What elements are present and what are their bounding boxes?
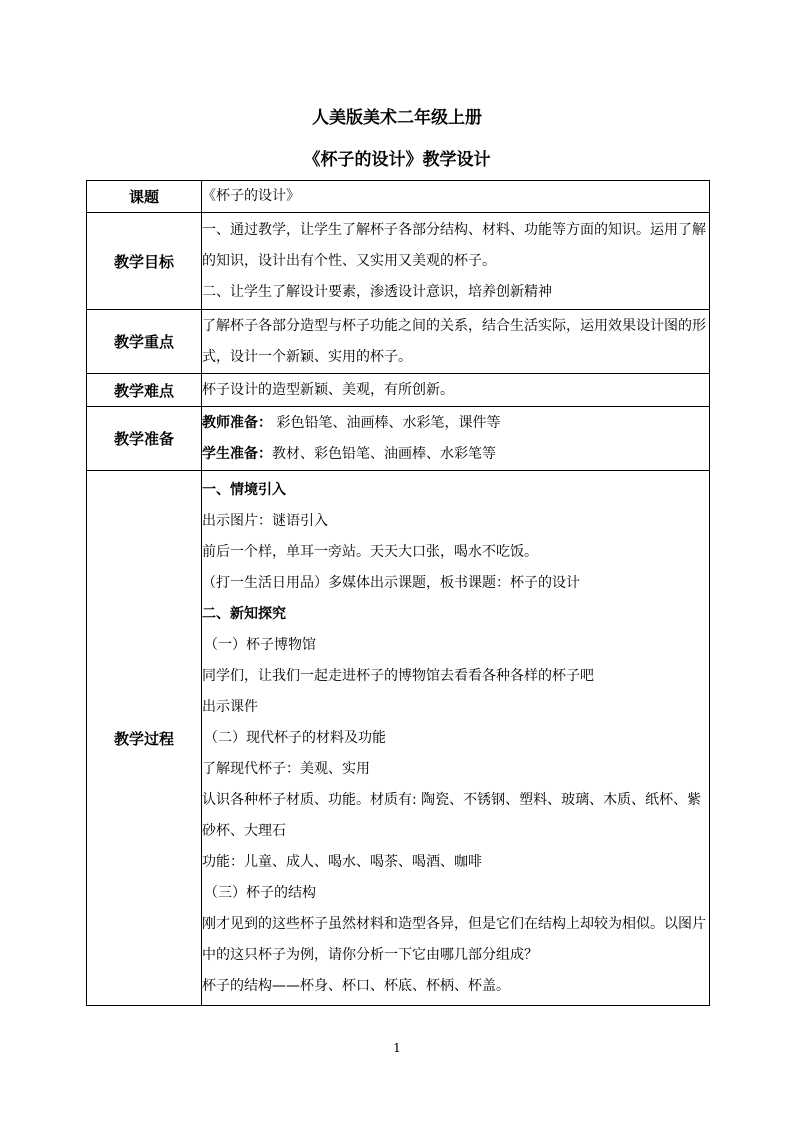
goals-line2: 二、让学生了解设计要素，渗透设计意识，培养创新精神 [202, 283, 552, 300]
process-line: 出示课件 [202, 698, 258, 715]
student-preparation-text: 教材、彩色铅笔、油画棒、水彩笔等 [272, 445, 496, 462]
preparation-label: 教学准备 [87, 407, 202, 471]
topic-text: 《杯子的设计》 [202, 188, 300, 204]
teacher-preparation-label: 教师准备： [202, 414, 272, 431]
process-line: （打一生活日用品）多媒体出示课题，板书课题：杯子的设计 [202, 574, 580, 591]
section1-heading: 一、情境引入 [202, 481, 286, 498]
process-content [202, 471, 710, 1006]
riddle-text: 前后一个样，单耳一旁站。天天大口张，喝水不吃饭。 [202, 543, 538, 560]
subsection1-heading: （一）杯子博物馆 [204, 636, 316, 653]
goals-label: 教学目标 [87, 213, 202, 310]
page-number: 1 [393, 1041, 401, 1055]
difficulties-label: 教学难点 [87, 374, 202, 407]
teacher-preparation-text: 彩色铅笔、油画棒、水彩笔，课件等 [272, 414, 501, 431]
process-line: 认识各种杯子材质、功能。材质有: 陶瓷、不锈钢、塑料、玻璃、木质、纸杯、紫砂杯、大理石 [202, 791, 702, 839]
preparation-content [202, 407, 710, 471]
difficulties-content [202, 374, 710, 407]
topic-value [202, 181, 710, 213]
process-line: 同学们，让我们一起走进杯子的博物馆去看看各种各样的杯子吧 [202, 667, 594, 684]
topic-label: 课题 [87, 181, 202, 213]
key-points-label: 教学重点 [87, 310, 202, 374]
table-row-key-points [87, 310, 710, 374]
table-row-preparation [87, 407, 710, 471]
table-row-goals [87, 213, 710, 310]
key-points-content [202, 310, 710, 374]
difficulties-text: 杯子设计的造型新颖、美观，有所创新。 [202, 381, 454, 398]
lesson-plan-table [86, 180, 710, 1006]
key-points-text: 了解杯子各部分造型与杯子功能之间的关系，结合生活实际，运用效果设计图的形式，设计一个新颖、实用的杯子。 [202, 317, 706, 365]
teacher-preparation [202, 408, 709, 439]
student-preparation [202, 439, 709, 470]
table-row-topic [87, 181, 710, 213]
process-line: 杯子的结构——杯身、杯口、杯底、杯柄、杯盖。 [202, 977, 510, 994]
process-line: 了解现代杯子：美观、实用 [202, 760, 370, 777]
subsection3-heading: （三）杯子的结构 [204, 884, 316, 901]
goals-content [202, 213, 710, 310]
process-line: 功能：儿童、成人、喝水、喝茶、喝酒、咖啡 [202, 853, 482, 870]
process-line: 刚才见到的这些杯子虽然材料和造型各异，但是它们在结构上却较为相似。以图片中的这只杯子为例，请你分析一下它由哪几部分组成？ [202, 915, 706, 963]
table-row-difficulties [87, 374, 710, 407]
document-subtitle: 《杯子的设计》教学设计 [303, 150, 491, 170]
document-title: 人美版美术二年级上册 [312, 108, 482, 128]
subsection2-heading: （二）现代杯子的材料及功能 [204, 729, 386, 746]
table-row-process [87, 471, 710, 1006]
student-preparation-label: 学生准备： [202, 445, 272, 462]
goals-line1: 一、通过教学，让学生了解杯子各部分结构、材料、功能等方面的知识。运用了解的知识，设计出有个性、又实用又美观的杯子。 [202, 221, 706, 269]
process-label: 教学过程 [87, 471, 202, 1006]
section2-heading: 二、新知探究 [202, 605, 286, 622]
process-line: 出示图片：谜语引入 [202, 512, 328, 529]
